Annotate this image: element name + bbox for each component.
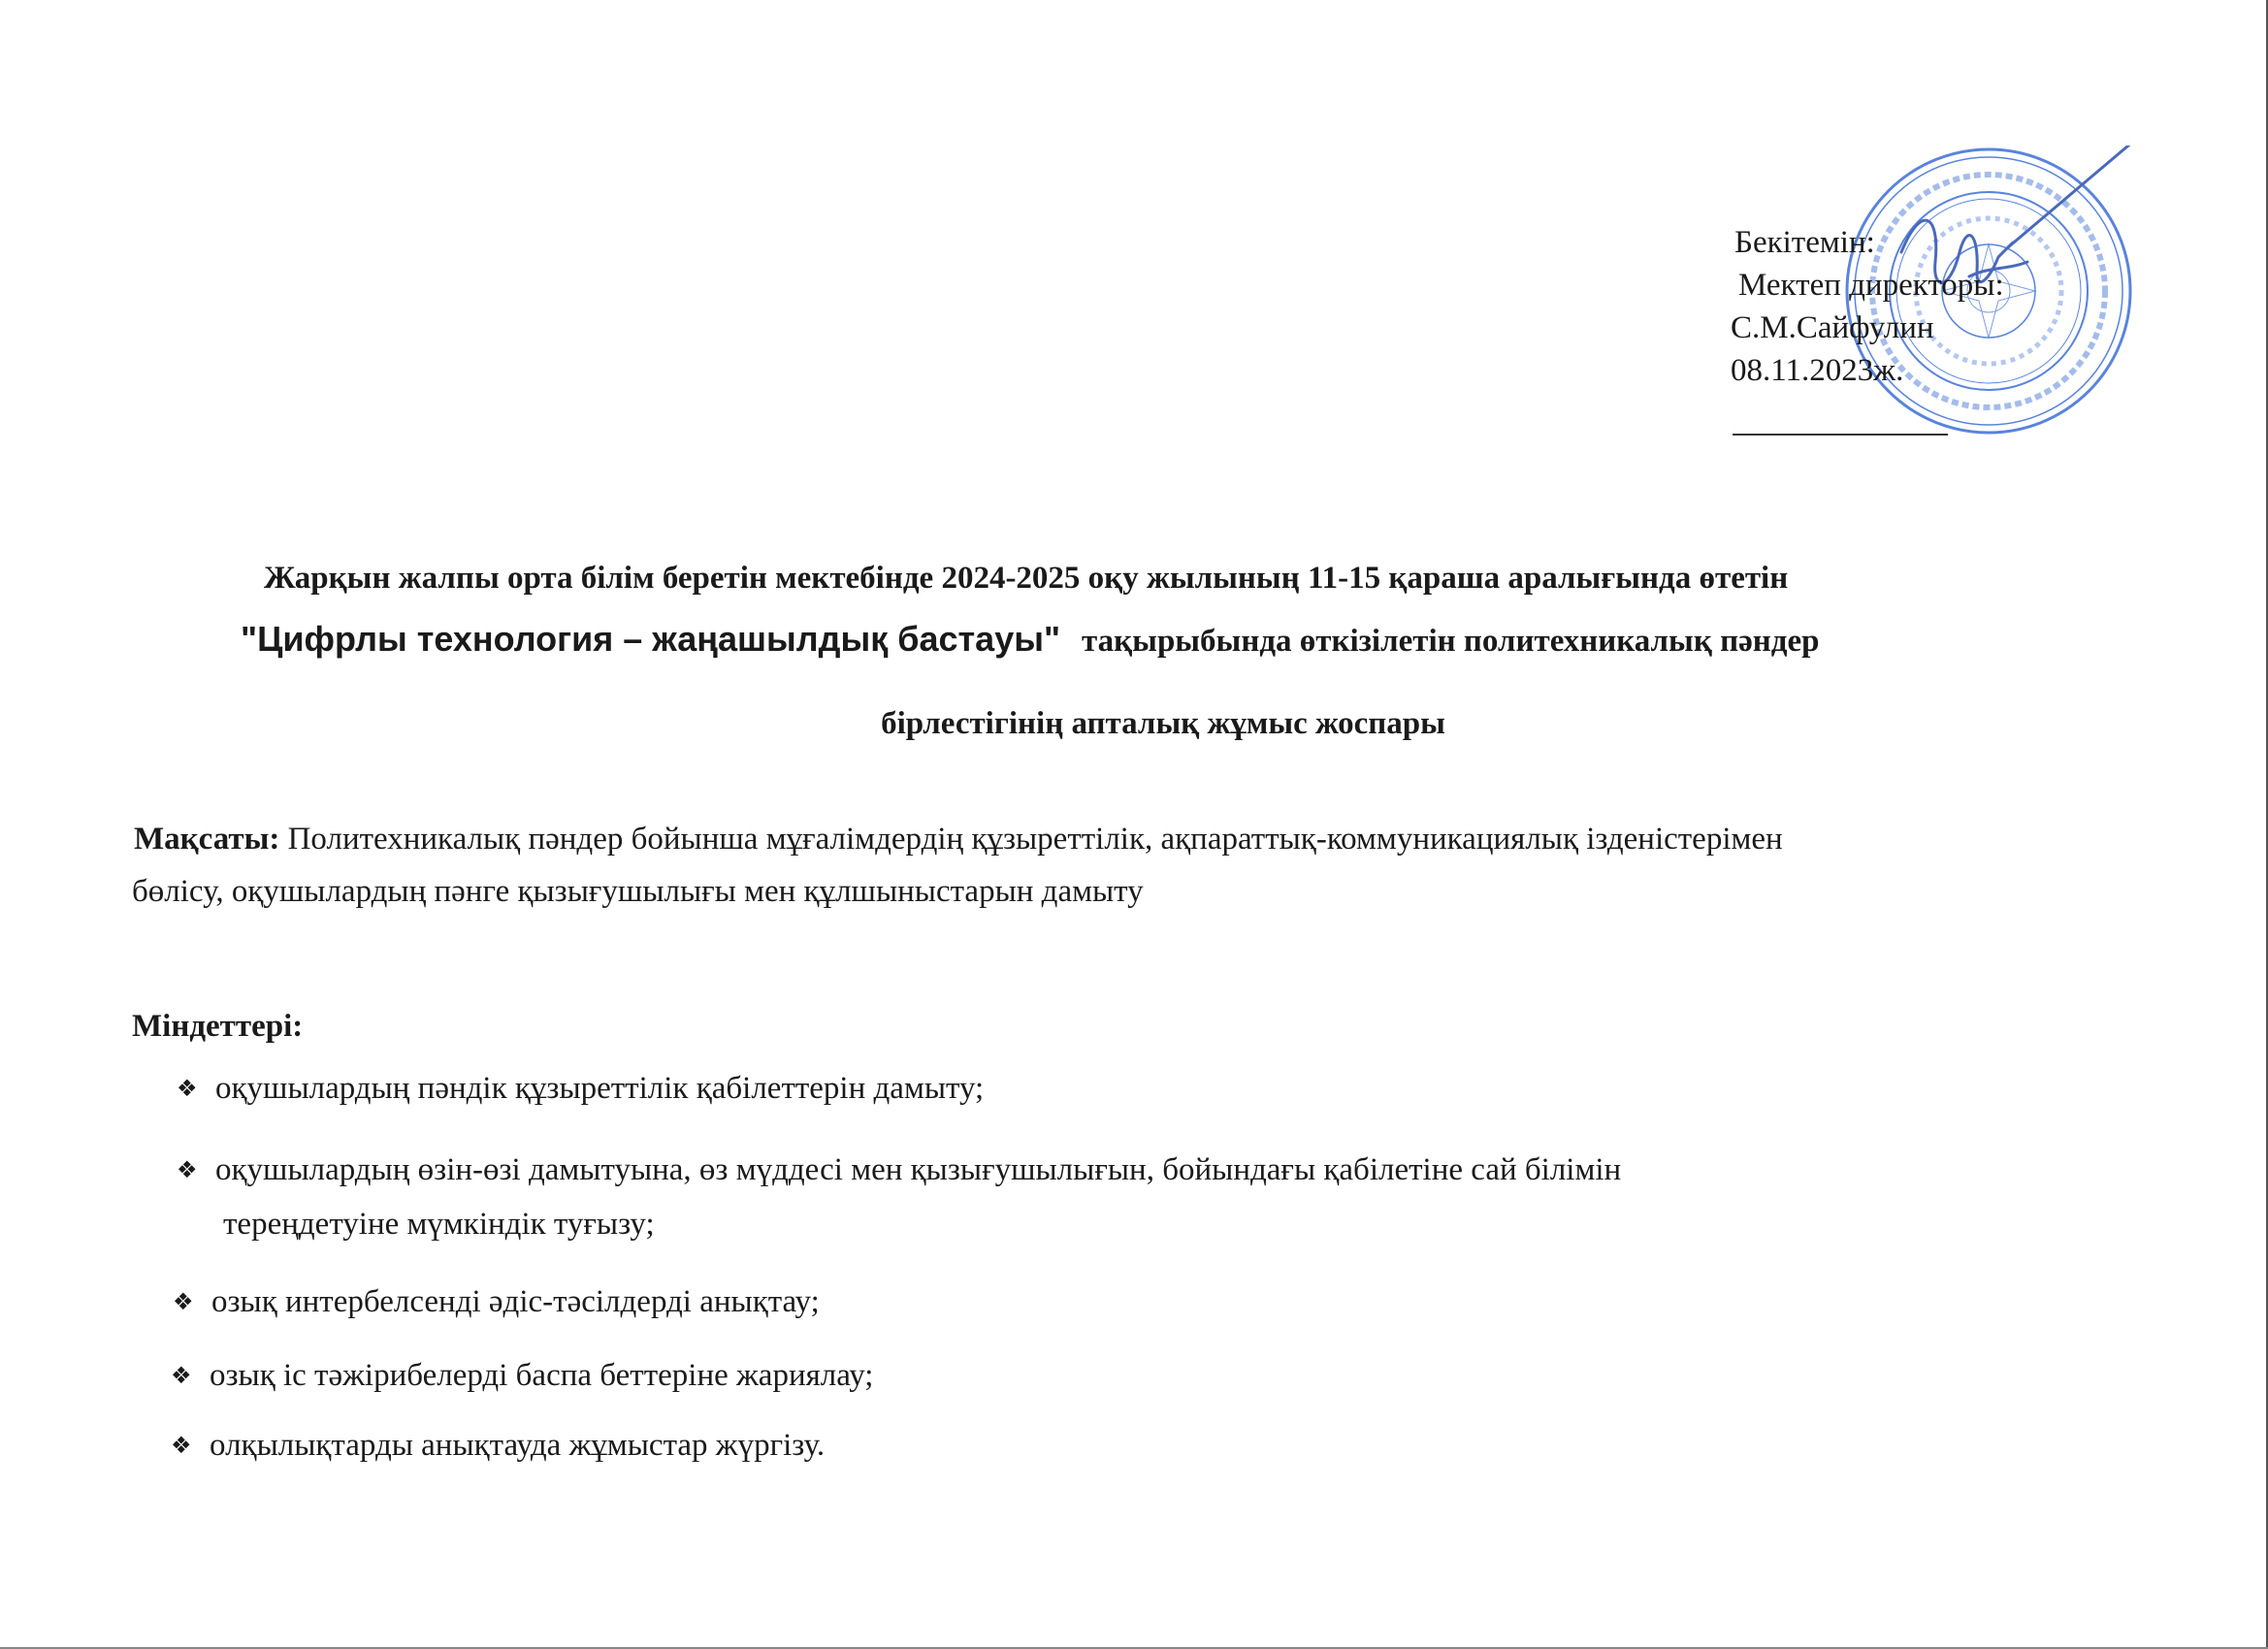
- approval-date: 08.11.2023ж.: [1731, 353, 1904, 388]
- document-title-line-2: [241, 619, 1819, 660]
- task-item: [171, 1424, 825, 1467]
- tasks-label: Міндеттері:: [132, 1009, 304, 1044]
- goal-text-line-1: Политехникалық пәндер бойынша мұғалімдердің құзыреттілік, ақпараттық-коммуникациялық ізденістерімен: [279, 822, 1783, 857]
- approval-block: [1731, 221, 2080, 392]
- task-text-continuation: тереңдетуіне мүмкіндік туғызу;: [223, 1207, 655, 1242]
- document-title-line-2-rest: тақырыбында өткізілетін политехникалық пәндер: [1082, 624, 1820, 659]
- approval-name: С.М.Сайфулин: [1731, 310, 1934, 345]
- task-item: [173, 1280, 820, 1323]
- goal-label: Мақсаты:: [134, 822, 280, 857]
- diamond-bullet-icon: ❖: [171, 1362, 192, 1389]
- diamond-bullet-icon: ❖: [173, 1288, 194, 1315]
- document-title-line-1: Жарқын жалпы орта білім беретін мектебінде 2024-2025 оқу жылының 11-15 қараша аралығында өтетін: [264, 561, 1789, 596]
- task-item: [177, 1067, 984, 1110]
- document-topic: "Цифрлы технология – жаңашылдық бастауы": [241, 619, 1061, 659]
- task-text: олқылықтарды анықтауда жұмыстар жүргізу.: [210, 1428, 826, 1463]
- document-title-line-3: бірлестігінің апталық жұмыс жоспары: [881, 706, 1445, 741]
- approval-position: Мектеп директоры:: [1738, 268, 2004, 303]
- task-text: оқушылардың пәндік құзыреттілік қабілеттерін дамыту;: [215, 1071, 985, 1106]
- task-item: [177, 1148, 1621, 1245]
- approval-heading: Бекітемін:: [1734, 225, 1875, 260]
- diamond-bullet-icon: ❖: [171, 1432, 192, 1459]
- task-text: озық интербелсенді әдіс-тәсілдерді анықтау;: [211, 1284, 820, 1319]
- goal-text-line-2: бөлісу, оқушылардың пәнге қызығушылығы мен құлшыныстарын дамыту: [132, 874, 1144, 909]
- task-text: озық іс тәжірибелерді баспа беттеріне жариялау;: [210, 1358, 874, 1393]
- goal-section: [134, 813, 2113, 918]
- task-text: оқушылардың өзін-өзі дамытуына, өз мүддесі мен қызығушылығын, бойындағы қабілетіне сай білімін: [215, 1152, 1622, 1187]
- task-item: [171, 1354, 873, 1397]
- diamond-bullet-icon: ❖: [177, 1075, 198, 1102]
- diamond-bullet-icon: ❖: [177, 1156, 198, 1183]
